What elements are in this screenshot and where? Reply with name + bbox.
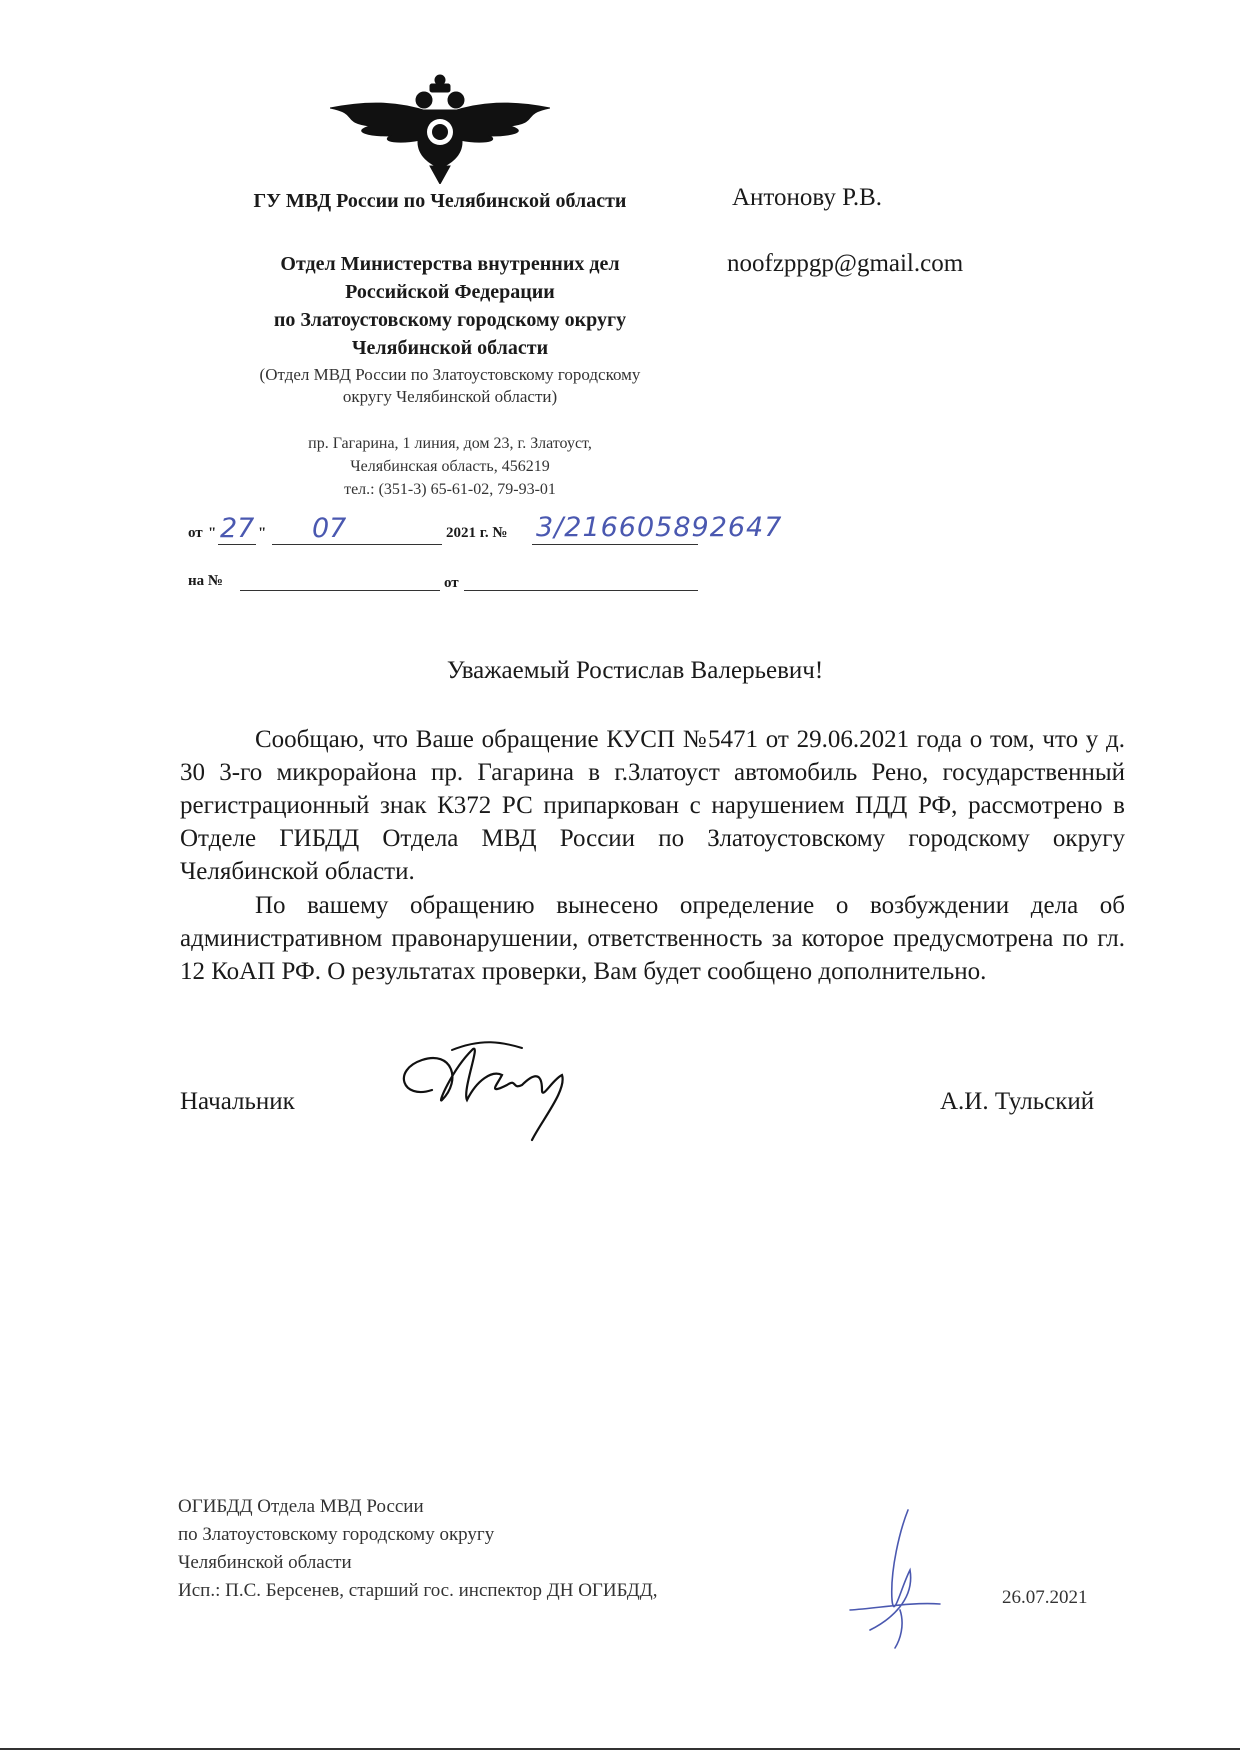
org-short-line: (Отдел МВД России по Златоустовскому городскому — [259, 365, 641, 384]
on-no-underline — [240, 590, 440, 591]
day-underline — [218, 544, 256, 545]
on-no-label: на № — [188, 573, 223, 589]
signer-position: Начальник — [180, 1088, 295, 1115]
recipient-email: noofzppgp@gmail.com — [727, 250, 964, 277]
signer-name: А.И. Тульский — [940, 1088, 1095, 1115]
recipient-name: Антонову Р.В. — [732, 184, 883, 211]
address-line: Челябинская область, 456219 — [350, 458, 550, 475]
org-line: Российской Федерации — [345, 281, 555, 303]
quote-close: " — [258, 525, 267, 541]
executor-block — [178, 1493, 657, 1605]
footer-line: Челябинской области — [178, 1552, 352, 1573]
organization-address — [180, 432, 720, 501]
ministry-title: ГУ МВД России по Челябинской области — [253, 190, 627, 212]
footer-date: 26.07.2021 — [1002, 1587, 1088, 1608]
address-line: пр. Гагарина, 1 линия, дом 23, г. Златоуст, — [308, 435, 592, 452]
org-line: по Златоустовскому городскому округу — [273, 309, 627, 331]
org-short-line: округу Челябинской области) — [342, 387, 558, 406]
body-paragraph-1: Сообщаю, что Ваше обращение КУСП №5471 от 29.06.2021 года о том, что у д. 30 3-го микрорайона пр. Гагарина в г.Златоуст автомобиль Рено, государственный регистрационный знак К372 РС припаркован с нарушением ПДД РФ, рассмотрено в Отделе ГИБДД Отдела МВД России по Златоустовскому городскому округу Челябинской области. — [180, 726, 1125, 885]
organization-name — [180, 250, 720, 362]
from2-underline — [464, 590, 698, 591]
reg-day: 27 — [220, 513, 255, 544]
footer-line: Исп.: П.С. Берсенев, старший гос. инспектор ДН ОГИБДД, — [178, 1580, 658, 1601]
organization-short-name — [180, 364, 720, 408]
page-bottom-divider — [0, 1748, 1240, 1750]
body-paragraph-2: По вашему обращению вынесено определение о возбуждении дела об административном правонарушении, ответственность за которое предусмотрена по гл. 12 КоАП РФ. О результатах проверки, Вам будет сообщено дополнительно. — [180, 892, 1125, 985]
handwritten-signature-icon — [392, 1030, 612, 1150]
year-label: 2021 г. № — [446, 525, 508, 541]
footer-line: по Златоустовскому городскому округу — [178, 1524, 495, 1545]
eagle-emblem-icon — [330, 72, 550, 184]
number-underline — [532, 544, 698, 545]
org-line: Челябинской области — [351, 337, 549, 359]
inspector-signature-icon — [830, 1500, 960, 1650]
quote-open: " — [208, 525, 217, 541]
footer-line: ОГИБДД Отдела МВД России — [178, 1496, 424, 1517]
org-line: Отдел Министерства внутренних дел — [280, 253, 620, 275]
reg-number: 3/216605892647 — [536, 512, 783, 543]
from-label: от — [188, 525, 203, 541]
from2-label: от — [444, 575, 459, 591]
reg-month: 07 — [312, 513, 347, 544]
month-underline — [272, 544, 442, 545]
address-line: тел.: (351-3) 65-61-02, 79-93-01 — [344, 481, 556, 498]
salutation: Уважаемый Ростислав Валерьевич! — [446, 657, 824, 684]
